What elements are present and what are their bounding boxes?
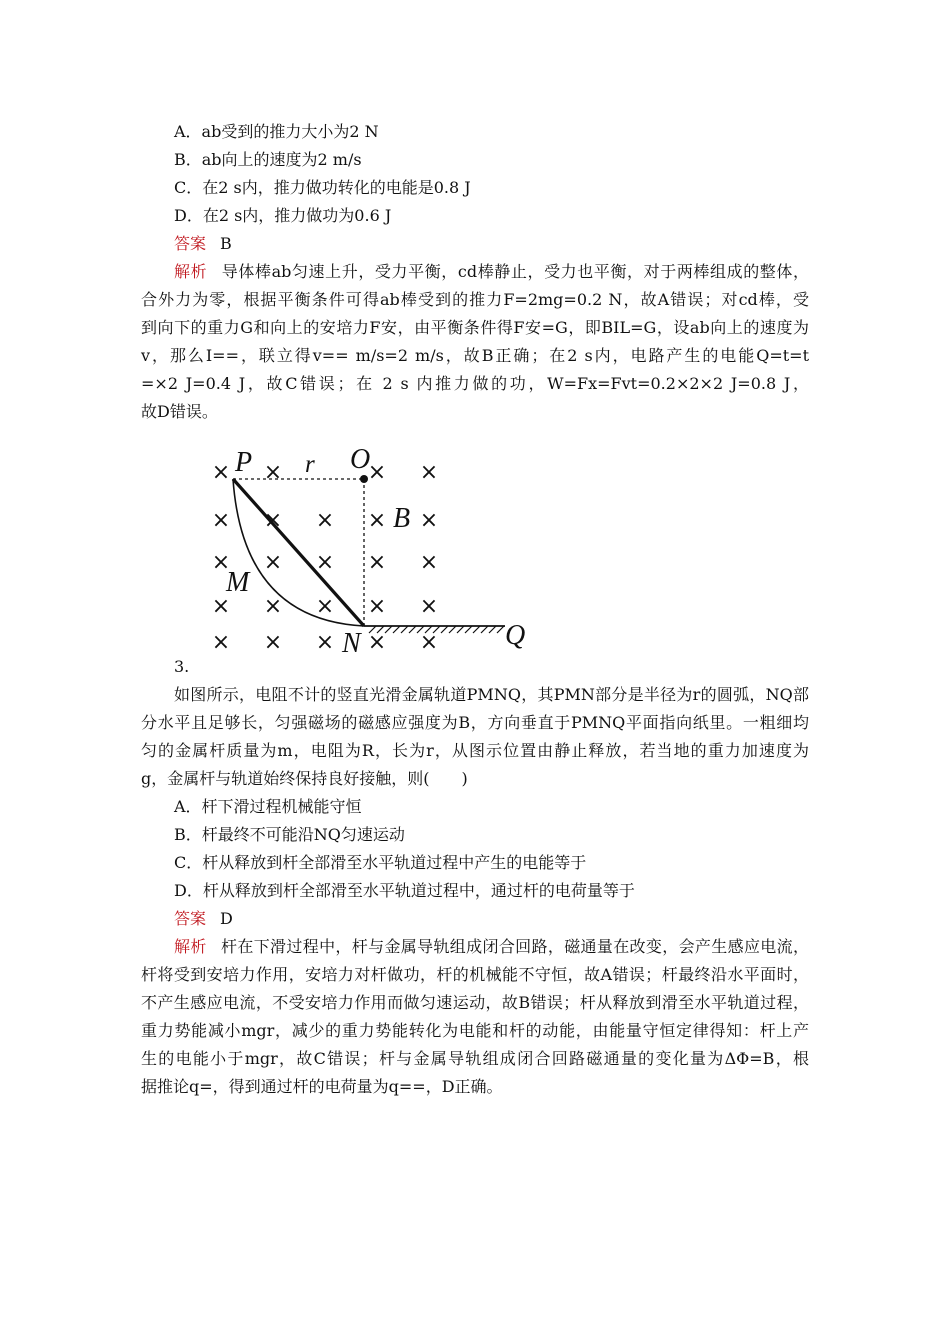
q3-option-c: C．杆从释放到杆全部滑至水平轨道过程中产生的电能等于 [174,853,587,872]
label-r: r [305,451,315,478]
cross-mark: × [263,594,283,619]
q3-analysis-line-4: 重力势能减小mgr，减少的重力势能转化为电能和杆的动能，由能量守恒定律得知：杆上产 [141,1021,809,1040]
analysis-text: 杆在下滑过程中，杆与金属导轨组成闭合回路，磁通量在改变，会产生感应电流， [220,937,809,956]
label-q: Q [505,620,526,651]
cross-mark: × [315,594,335,619]
q3-analysis-line-3: 不产生感应电流，不受安培力作用而做匀速运动，故B错误；杆从释放到滑至水平轨道过程， [141,993,809,1012]
q3-analysis-line-1 [174,937,809,957]
answer-value: D [220,909,233,928]
q3-option-b: B．杆最终不可能沿NQ匀速运动 [174,825,405,844]
q2-analysis-line-3: 到向下的重力G和向上的安培力F安，由平衡条件得F安=G，即BIL=G，设ab向上的速度为 [141,318,809,337]
cross-mark: × [211,508,231,533]
label-b: B [393,503,411,534]
q2-analysis-line-5: =×2 J=0.4 J，故C错误；在 2 s 内推力做的功，W=Fx=Fvt=0.2×2×2 J=0.8 J， [141,374,809,393]
cross-mark: × [211,550,231,575]
q3-stem-line-1: 如图所示，电阻不计的竖直光滑金属轨道PMNQ，其PMN部分是半径为r的圆弧，NQ部 [174,685,809,704]
answer-label: 答案 [174,909,207,928]
cross-mark: × [419,550,439,575]
q3-analysis-line-5: 生的电能小于mgr，故C错误；杆与金属导轨组成闭合回路磁通量的变化量为ΔΦ=B，根 [141,1049,809,1068]
q3-analysis-line-2: 杆将受到安培力作用，安培力对杆做功，杆的机械能不守恒，故A错误；杆最终沿水平面时， [141,965,809,984]
cross-mark: × [263,630,283,655]
cross-mark: × [211,460,231,485]
q3-stem-line-4: g，金属杆与轨道始终保持良好接触，则( ) [141,769,468,788]
cross-mark: × [367,630,387,655]
q3-stem-line-2: 分水平且足够长，匀强磁场的磁感应强度为B，方向垂直于PMNQ平面指向纸里。一粗细均 [141,713,809,732]
metal-rod [233,479,364,626]
analysis-label: 解析 [174,262,208,281]
q3-stem-line-3: 匀的金属杆质量为m，电阻为R，长为r，从图示位置由静止释放，若当地的重力加速度为 [141,741,809,760]
cross-mark: × [419,594,439,619]
cross-mark: × [263,550,283,575]
cross-mark: × [367,594,387,619]
cross-mark: × [419,460,439,485]
q2-analysis-line-4: v，那么I==，联立得v== m/s=2 m/s，故B正确；在2 s内，电路产生的电能Q=t=t [141,346,809,365]
cross-mark: × [419,508,439,533]
label-m: M [226,567,250,598]
cross-mark: × [211,630,231,655]
analysis-label: 解析 [174,937,207,956]
label-p: P [235,447,253,478]
answer-label: 答案 [174,234,207,253]
q2-answer [174,234,232,254]
q2-analysis-line-2: 合外力为零，根据平衡条件可得ab棒受到的推力F=2mg=0.2 N，故A错误；对cd棒，受 [141,290,809,309]
label-o: O [350,444,371,475]
q3-analysis-line-6: 据推论q=，得到通过杆的电荷量为q==，D正确。 [141,1077,503,1096]
label-n: N [342,628,361,659]
analysis-text: 导体棒ab匀速上升，受力平衡，cd棒静止，受力也平衡，对于两棒组成的整体， [221,262,809,281]
q2-analysis-line-6: 故D错误。 [141,402,218,421]
center-point-o [360,475,368,483]
cross-mark: × [211,594,231,619]
q2-option-b: B．ab向上的速度为2 m/s [174,150,362,169]
cross-mark: × [315,630,335,655]
cross-mark: × [315,550,335,575]
q3-option-a: A．杆下滑过程机械能守恒 [174,797,362,816]
magnetic-field-figure [193,430,545,670]
cross-mark: × [367,460,387,485]
cross-mark: × [315,508,335,533]
q2-analysis-line-1 [174,262,809,282]
q2-option-a: A．ab受到的推力大小为2 N [174,122,379,141]
answer-value: B [220,234,232,253]
cross-mark: × [419,630,439,655]
cross-mark: × [263,508,283,533]
cross-mark: × [367,508,387,533]
q3-option-d: D．杆从释放到杆全部滑至水平轨道过程中，通过杆的电荷量等于 [174,881,635,900]
q2-option-c: C．在2 s内，推力做功转化的电能是0.8 J [174,178,471,197]
cross-mark: × [367,550,387,575]
q2-option-d: D．在2 s内，推力做功为0.6 J [174,206,392,225]
cross-mark: × [263,460,283,485]
q3-number: 3. [174,657,190,676]
q3-answer [174,909,233,929]
